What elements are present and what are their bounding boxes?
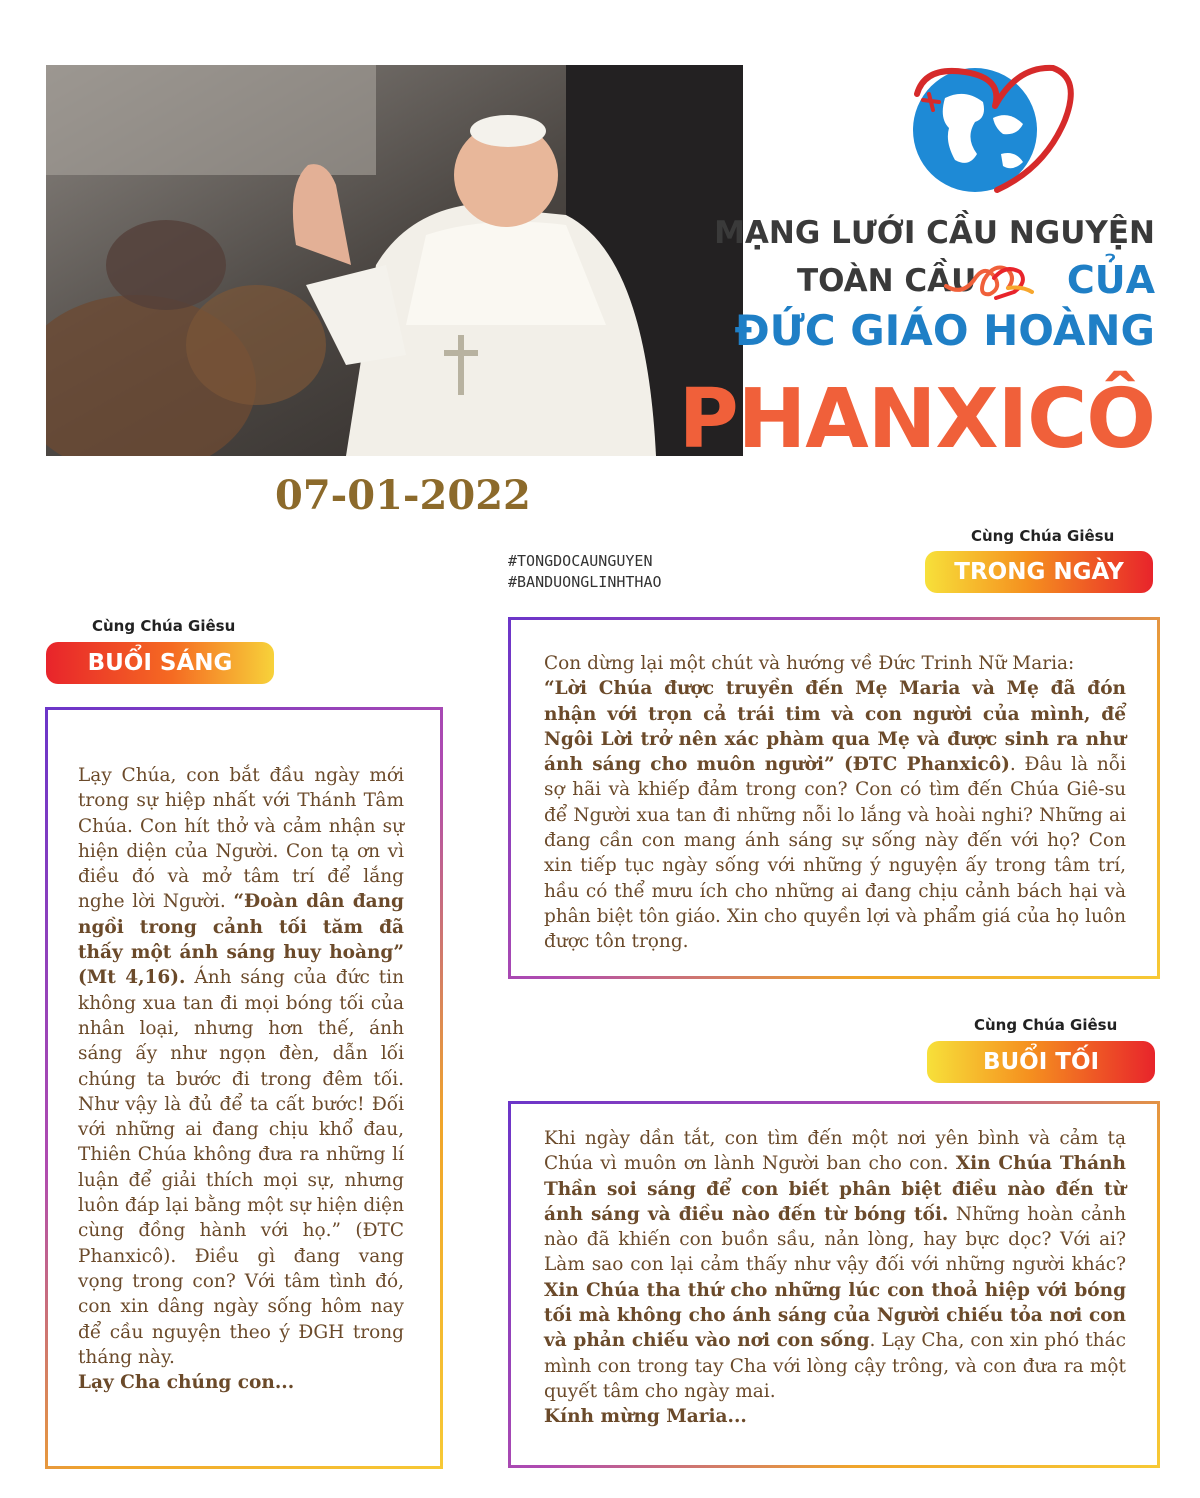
evening-closing: Kính mừng Maria... [544,1406,747,1428]
morning-p1: Lạy Chúa, con bắt đầu ngày mới trong sự hiệp nhất với Thánh Tâm Chúa. Con hít thở và cảm nhận sự hiện diện của Người. Con tạ ơn vì điều đó và mở tâm trí để lắng nghe lời Người. [78,765,404,913]
evening-caption: Cùng Chúa Giêsu [974,1016,1118,1034]
evening-p2: Những hoàn cảnh nào đã khiến con buồn sầu, nản lòng, hay bực dọc? Với ai? Làm sao con lại cảm thấy như vậy đối với những người khác? [544,1203,1126,1276]
logo-text-line4: PHANXICÔ [678,372,1155,467]
hashtag-1: #TONGDOCAUNGUYEN [508,552,653,570]
morning-text [78,763,404,1395]
prayer-network-logo [905,58,1075,198]
day-label: TRONG NGÀY [925,551,1153,593]
date-heading: 07-01-2022 [275,472,531,519]
day-p1: Con dừng lại một chút và hướng về Đức Trinh Nữ Maria: [544,653,1075,674]
morning-p2: Ánh sáng của đức tin không xua tan đi mọi bóng tối của nhân loại, nhưng hơn thế, ánh sáng ấy như ngọn đèn, dẫn lối chúng ta bước đi trong đêm tối. Như vậy là đủ để ta cất bước! Đối với những ai đang chịu khổ đau, Thiên Chúa không đưa ra những lí luận để giải thích mọi sự, nhưng luôn đáp lại bằng một sự hiện diện cùng đồng hành với họ.” (ĐTC Phanxicô). Điều gì đang vang vọng trong con? Với tâm tình đó, con xin dâng ngày sống hôm nay để cầu nguyện theo ý ĐGH trong tháng này. [78,967,404,1368]
logo-text-line2-left: TOÀN CẦU [797,263,977,299]
logo-text-line2-right: CỦA [1066,258,1155,302]
globe-heart-icon [905,58,1075,198]
pope-photo [46,65,743,456]
evening-p3: . Lạy Cha, con xin phó thác mình con trong tay Cha với lòng cậy trông, và con đưa ra một quyết tâm cho ngày mai. [544,1330,1126,1402]
evening-label: BUỔI TỐI [927,1041,1155,1083]
day-caption: Cùng Chúa Giêsu [971,527,1115,545]
evening-text [544,1126,1126,1430]
evening-p1: Khi ngày dần tắt, con tìm đến một nơi yên bình và cảm tạ Chúa vì muôn ơn lành Người ban cho con. [544,1128,1126,1175]
morning-bold-quote: “Đoàn dân đang ngồi trong cảnh tối tăm đã thấy một ánh sáng huy hoàng” (Mt 4,16). [78,891,404,989]
day-text [544,651,1126,955]
hashtag-2: #BANDUONGLINHTHAO [508,573,662,591]
evening-bold-1: Xin Chúa Thánh Thần soi sáng để con biết phân biệt điều nào đến từ ánh sáng và điều nào đến từ bóng tối. [544,1153,1126,1225]
logo-text-line3: ĐỨC GIÁO HOÀNG [734,306,1155,355]
day-p2: . Đâu là nỗi sợ hãi và khiếp đảm trong con? Con có tìm đến Chúa Giê-su để Người xua tan đi những nỗi lo lắng và hoài nghi? Những ai đang cần con mang ánh sáng sự sống này đến với họ? Con xin tiếp tục ngày sống với những ý nguyện ấy trong tâm trí, hầu có thể mưu ích cho những ai đang chịu cảnh bách hại và phân biệt tôn giáo. Xin cho quyền lợi và phẩm giá của họ luôn được tôn trọng. [544,754,1126,953]
morning-caption: Cùng Chúa Giêsu [92,617,236,635]
pope-waving-illustration [46,65,743,456]
morning-label: BUỔI SÁNG [46,642,274,684]
heart-swirl-icon [944,258,1034,300]
day-bold-quote: “Lời Chúa được truyền đến Mẹ Maria và Mẹ đã đón nhận với trọn cả trái tim và con người của mình, để Ngôi Lời trở nên xác phàm qua Mẹ và được sinh ra như ánh sáng cho muôn người” (ĐTC Phanxicô) [544,678,1126,776]
morning-closing: Lạy Cha chúng con... [78,1372,295,1394]
logo-text-line1: MẠNG LƯỚI CẦU NGUYỆN [714,215,1155,251]
evening-bold-2: Xin Chúa tha thứ cho những lúc con thoả hiệp với bóng tối mà không cho ánh sáng của Người chiếu tỏa nơi con và phản chiếu vào nơi con sống [544,1279,1126,1352]
hashtags [508,551,662,593]
